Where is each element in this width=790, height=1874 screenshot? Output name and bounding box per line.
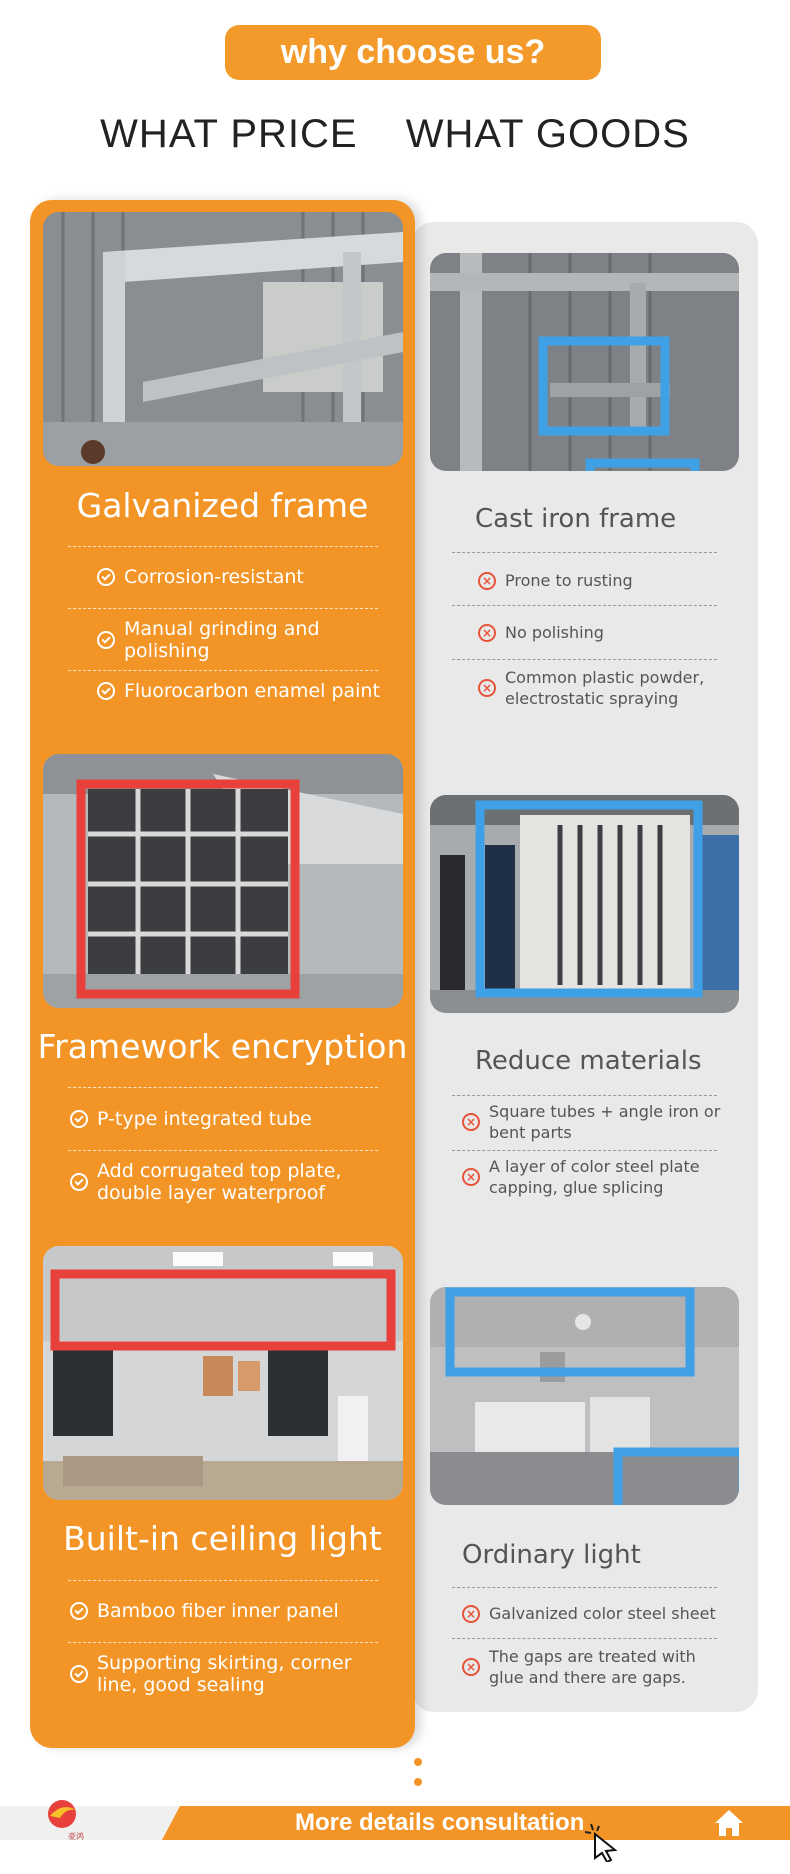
drawback-text: Common plastic powder, electrostatic spraying (505, 668, 705, 708)
divider (452, 659, 717, 660)
divider (68, 546, 378, 547)
feature-item (97, 566, 387, 588)
scroll-dots (414, 1758, 422, 1798)
x-circle-icon: × (478, 679, 496, 697)
drawback-text: No polishing (505, 623, 604, 642)
drawback-item (462, 1603, 727, 1624)
drawback-item (462, 1646, 727, 1688)
divider (68, 1087, 378, 1088)
logo-icon (38, 1796, 86, 1842)
feature-item (70, 1108, 380, 1130)
left-title-3: Built-in ceiling light (63, 1519, 382, 1558)
x-circle-icon: × (462, 1658, 480, 1676)
divider (68, 1580, 378, 1581)
check-circle-icon (97, 568, 115, 586)
check-circle-icon (70, 1110, 88, 1128)
divider (452, 1638, 717, 1639)
divider (452, 605, 717, 606)
x-circle-icon: × (462, 1168, 480, 1186)
ordinary-light-photo (430, 1287, 739, 1505)
divider (68, 1150, 378, 1151)
ceiling-light-photo (43, 1246, 403, 1500)
left-title-1: Galvanized frame (76, 486, 369, 525)
x-circle-icon: × (462, 1113, 480, 1131)
right-title-3: Ordinary light (462, 1540, 641, 1570)
logo-brand-text: 豪鸿 (68, 1832, 84, 1841)
feature-text: Fluorocarbon enamel paint (124, 680, 380, 702)
galvanized-frame-photo (43, 212, 403, 466)
drawback-item (478, 570, 728, 591)
feature-text: Bamboo fiber inner panel (97, 1600, 339, 1622)
cast-iron-frame-photo (430, 253, 739, 471)
x-circle-icon: × (462, 1605, 480, 1623)
headline-what-price: WHAT PRICE (100, 112, 358, 156)
drawback-item (478, 622, 728, 643)
check-circle-icon (70, 1602, 88, 1620)
feature-item (70, 1600, 380, 1622)
more-details-consultation-link[interactable]: More details consultation (295, 1809, 585, 1836)
page-headline (0, 112, 790, 157)
drawback-item (462, 1101, 727, 1143)
divider (68, 608, 378, 609)
right-title-2: Reduce materials (475, 1046, 702, 1076)
feature-text: P-type integrated tube (97, 1108, 312, 1130)
check-circle-icon (70, 1665, 88, 1683)
headline-what-goods: WHAT GOODS (405, 112, 690, 156)
feature-text: Manual grinding and polishing (124, 618, 320, 662)
divider (68, 670, 378, 671)
right-title-1: Cast iron frame (475, 504, 677, 534)
cursor-icon (585, 1822, 621, 1862)
drawback-text: A layer of color steel plate capping, glue splicing (489, 1157, 700, 1197)
left-title-2: Framework encryption (37, 1027, 408, 1066)
feature-text: Corrosion-resistant (124, 566, 304, 588)
feature-item (97, 618, 387, 662)
drawback-text: Square tubes + angle iron or bent parts (489, 1102, 721, 1142)
divider (452, 552, 717, 553)
check-circle-icon (97, 631, 115, 649)
divider (68, 1642, 378, 1643)
why-choose-us-label: why choose us? (280, 33, 546, 71)
feature-item (70, 1652, 380, 1696)
framework-encryption-photo (43, 754, 403, 1008)
why-choose-us-banner (225, 25, 601, 80)
drawback-text: The gaps are treated with glue and there are gaps. (489, 1647, 696, 1687)
x-circle-icon: × (478, 624, 496, 642)
divider (452, 1587, 717, 1588)
x-circle-icon: × (478, 572, 496, 590)
feature-text: Add corrugated top plate, double layer waterproof (97, 1160, 342, 1204)
drawback-item (462, 1156, 727, 1198)
check-circle-icon (70, 1173, 88, 1191)
check-circle-icon (97, 682, 115, 700)
drawback-text: Prone to rusting (505, 571, 633, 590)
feature-text: Supporting skirting, corner line, good sealing (97, 1652, 352, 1696)
divider (452, 1150, 717, 1151)
feature-item (70, 1160, 380, 1204)
home-icon[interactable] (713, 1808, 745, 1838)
divider (452, 1095, 717, 1096)
drawback-text: Galvanized color steel sheet (489, 1604, 716, 1623)
feature-item (97, 680, 387, 702)
drawback-item (478, 667, 728, 709)
reduce-materials-photo (430, 795, 739, 1013)
